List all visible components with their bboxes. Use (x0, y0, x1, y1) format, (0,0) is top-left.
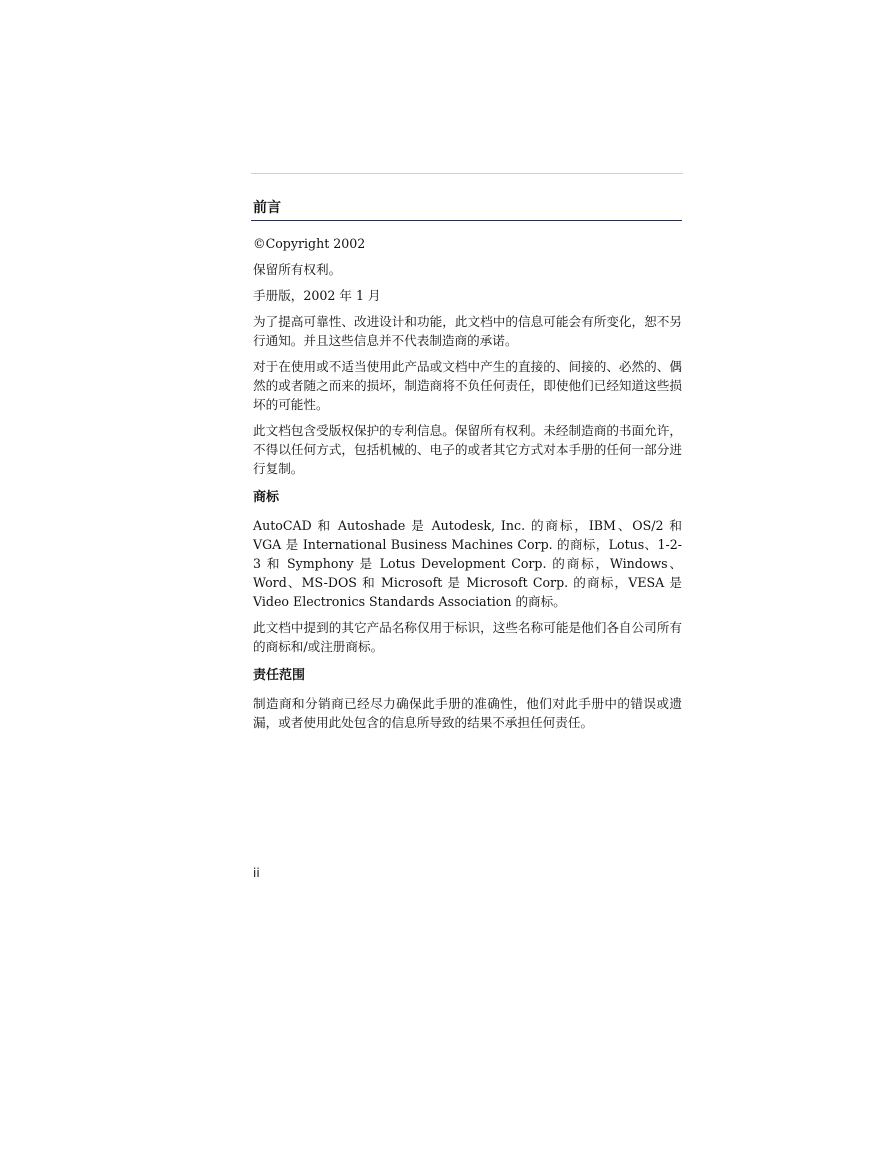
trademarks-list-paragraph: AutoCAD 和 Autoshade 是 Autodesk, Inc. 的商标，IBM、OS/2 和 VGA 是 International Business Machines Corp. 的商标，Lotus、1-2-3 和 Symphony 是 Lotus Development Corp. 的商标，Windows、Word、MS-DOS 和 Microsoft 是 Microsoft Corp. 的商标，VESA 是 Video Electronics Standards Association 的商标。 (253, 518, 682, 609)
trademarks-heading: 商标 (253, 490, 280, 505)
damages-disclaimer-paragraph: 对于在使用或不适当使用此产品或文档中产生的直接的、间接的、必然的、偶然的或者随之而来的损坏，制造商将不负任何责任，即使他们已经知道这些损坏的可能性。 (253, 359, 682, 412)
change-notice-paragraph: 为了提高可靠性、改进设计和功能，此文档中的信息可能会有所变化，恕不另行通知。并且这些信息并不代表制造商的承诺。 (253, 314, 682, 348)
top-divider (251, 173, 683, 174)
copyright-line: ©Copyright 2002 (253, 236, 366, 251)
rights-reserved-line: 保留所有权利。 (253, 262, 342, 277)
liability-paragraph: 制造商和分销商已经尽力确保此手册的准确性，他们对此手册中的错误或遗漏，或者使用此处包含的信息所导致的结果不承担任何责任。 (253, 696, 682, 730)
liability-heading: 责任范围 (253, 668, 306, 683)
other-trademarks-paragraph: 此文档中提到的其它产品名称仅用于标识，这些名称可能是他们各自公司所有的商标和/或注册商标。 (253, 620, 682, 654)
page-number: ii (253, 866, 260, 880)
edition-line: 手册版，2002 年 1 月 (253, 288, 381, 303)
copyright-protection-paragraph: 此文档包含受版权保护的专利信息。保留所有权利。未经制造商的书面允许，不得以任何方式，包括机械的、电子的或者其它方式对本手册的任何一部分进行复制。 (253, 423, 682, 476)
page-title: 前言 (251, 197, 682, 221)
page-content (253, 197, 682, 732)
